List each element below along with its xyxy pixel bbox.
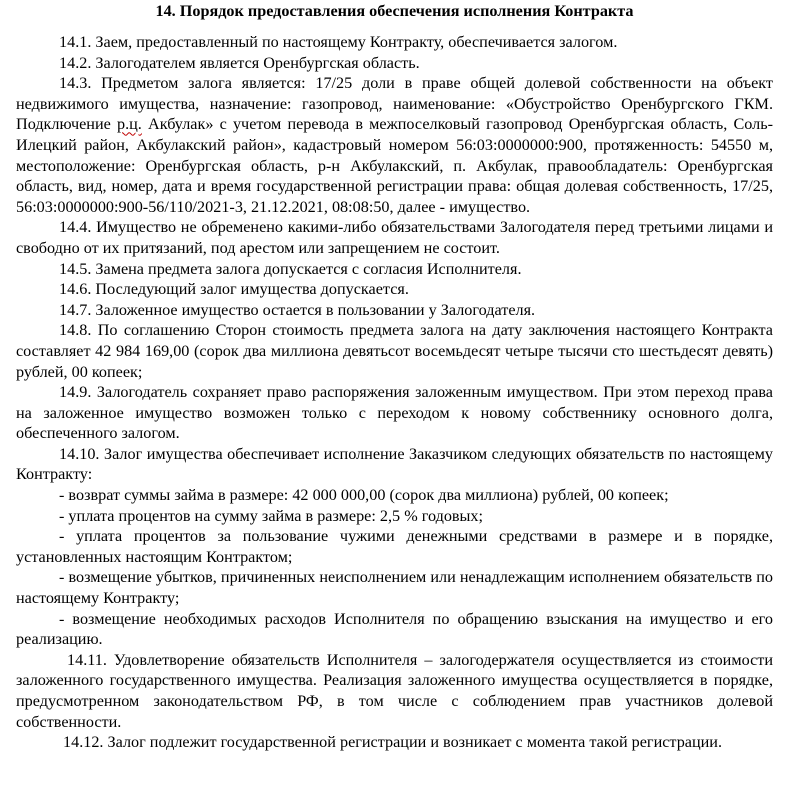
clause-14-12: 14.12. Залог подлежит государственной регистрации и возникает с момента такой регистрации. <box>63 733 723 752</box>
document-page <box>16 0 773 753</box>
obligation-item: - возмещение необходимых расходов Исполнителя по обращению взыскания на имущество и его реализацию. <box>16 609 773 649</box>
obligation-item: - возмещение убытков, причиненных неисполнением или ненадлежащим исполнением обязательств по настоящему Контракту; <box>16 568 773 608</box>
obligation-item: - уплата процентов за пользование чужими денежными средствами в размере и в порядке, установленных настоящим Контрактом; <box>16 527 773 566</box>
clause-14-8: 14.8. По соглашению Сторон стоимость предмета залога на дату заключения настоящего Контракта составляет 42 984 169,00 (сорок два миллиона девятьсот восемьдесят четыре тысячи сто шестьдесят девять) рублей, 00 копеек; <box>16 321 773 381</box>
obligation-item: - уплата процентов на сумму займа в размере: 2,5 % годовых; <box>59 506 484 525</box>
clause-14-3-part-a: 14.3. Предметом залога является: 17/25 доли в праве общей долевой собственности на объект недвижимого имущества, назначение: газопровод, наименование: «Обустройство Оренбургского ГКМ. Подключение <box>16 74 773 134</box>
clause-14-3-part-b: Акбулак» с учетом перевода в межпоселковый газопровод Оренбургская область, Соль-Илецкий район, Акбулакский район», кадастровый номером 56:03:0000000:900, протяженность: 54550 м, местоположение: Оренбургская область, р-н Акбулакский, п. Акбулак, правообладатель: Оренбургская область, вид, номер, дата и время государственной регистрации права: общая долевая собственность, 17/25, 56:03:0000000:900-56/110/2021-3, 21.12.2021, 08:08:50, далее - имущество. <box>16 115 773 216</box>
clause-14-3 <box>16 73 773 217</box>
clause-14-7: 14.7. Заложенное имущество остается в пользовании у Залогодателя. <box>59 300 536 319</box>
clause-14-1: 14.1. Заем, предоставленный по настоящему Контракту, обеспечивается залогом. <box>59 33 618 51</box>
clause-14-9: 14.9. Залогодатель сохраняет право распоряжения заложенным имуществом. При этом переход права на заложенное имущество возможен только с переходом к новому собственнику основного долга, обеспеченного залогом. <box>16 383 773 443</box>
section-title: 14. Порядок предоставления обеспечения исполнения Контракта <box>155 2 634 20</box>
spellcheck-flagged-word[interactable]: р.ц. <box>117 115 142 134</box>
clause-14-10: 14.10. Залог имущества обеспечивает исполнение Заказчиком следующих обязательств по настоящему Контракту: <box>16 444 773 484</box>
obligation-item: - возврат суммы займа в размере: 42 000 000,00 (сорок два миллиона) рублей, 00 копеек; <box>59 486 669 505</box>
clause-14-5: 14.5. Замена предмета залога допускается с согласия Исполнителя. <box>59 259 522 278</box>
clause-14-4: 14.4. Имущество не обременено какими-либо обязательствами Залогодателя перед третьими лицами и свободно от их притязаний, под арестом или запрещением не состоит. <box>16 218 773 257</box>
clause-14-11: 14.11. Удовлетворение обязательств Исполнителя – залогодержателя осуществляется из стоимости заложенного государственного имущества. Реализация заложенного имущества осуществляется в порядке, предусмотренном законодательством РФ, в том числе с соблюдением прав участников долевой собственности. <box>16 650 773 731</box>
clause-14-6: 14.6. Последующий залог имущества допускается. <box>59 280 409 299</box>
clause-14-2: 14.2. Залогодателем является Оренбургская область. <box>59 53 420 72</box>
